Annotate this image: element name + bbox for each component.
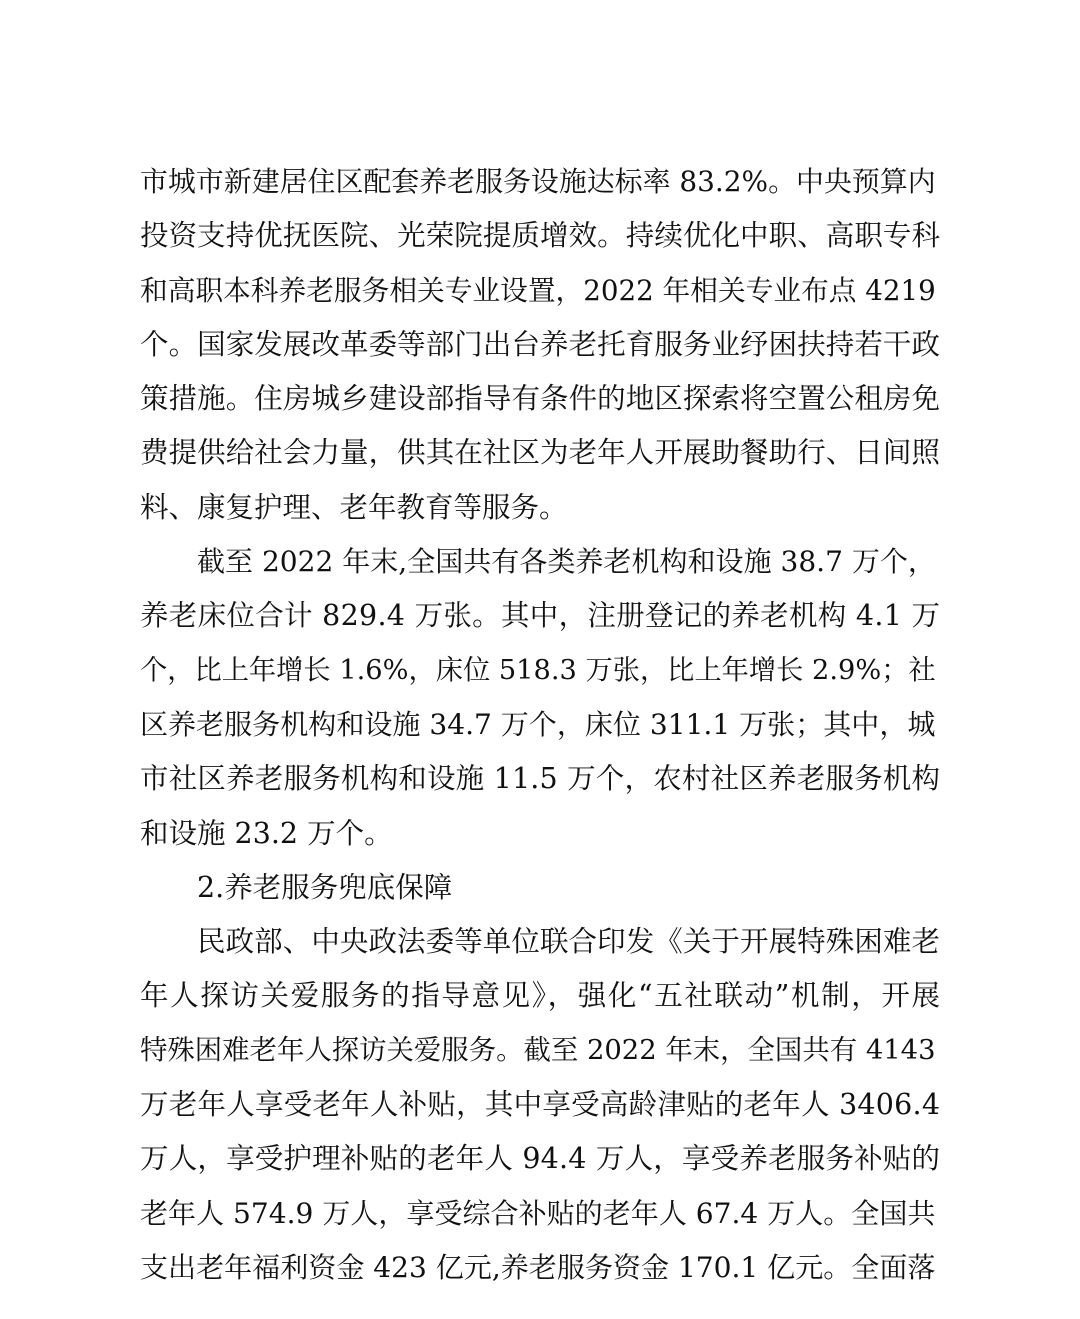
text-line: 市社区养老服务机构和设施 11.5 万个，农村社区养老服务机构	[140, 762, 941, 796]
text-line: 个，比上年增长 1.6%，床位 518.3 万张，比上年增长 2.9%；社	[140, 654, 936, 686]
text-line: 万人，享受护理补贴的老年人 94.4 万人，享受养老服务补贴的	[140, 1142, 941, 1176]
text-line: 费提供给社会力量，供其在社区为老年人开展助餐助行、日间照	[140, 436, 941, 470]
text-line: 策措施。住房城乡建设部指导有条件的地区探索将空置公租房免	[140, 382, 941, 416]
text-line: 和高职本科养老服务相关专业设置，2022 年相关专业布点 4219	[140, 273, 936, 307]
text-line: 市城市新建居住区配套养老服务设施达标率 83.2%。中央预算内	[140, 165, 936, 198]
text-line: 区养老服务机构和设施 34.7 万个，床位 311.1 万张；其中，城	[140, 707, 936, 741]
text-line: 年人探访关爱服务的指导意见》，强化“五社联动”机制，开展	[140, 979, 942, 1013]
text-line: 万老年人享受老年人补贴，其中享受高龄津贴的老年人 3406.4	[140, 1088, 941, 1122]
text-line: 特殊困难老年人探访关爱服务。截至 2022 年末，全国共有 4143	[140, 1034, 936, 1066]
text-line: 支出老年福利资金 423 亿元,养老服务资金 170.1 亿元。全面落	[140, 1250, 936, 1284]
text-line: 和设施 23.2 万个。	[140, 816, 393, 850]
body-text	[140, 155, 940, 1295]
text-line: 截至 2022 年末,全国共有各类养老机构和设施 38.7 万个，	[197, 545, 936, 579]
section-heading: 2.养老服务兜底保障	[197, 870, 453, 904]
text-line: 养老床位合计 829.4 万张。其中，注册登记的养老机构 4.1 万	[140, 599, 941, 633]
text-line: 个。国家发展改革委等部门出台养老托育服务业纾困扶持若干政	[140, 327, 941, 361]
text-line: 料、康复护理、老年教育等服务。	[140, 490, 568, 524]
text-line: 老年人 574.9 万人，享受综合补贴的老年人 67.4 万人。全国共	[140, 1196, 936, 1230]
text-line: 民政部、中央政法委等单位联合印发《关于开展特殊困难老	[197, 925, 941, 959]
text-line: 投资支持优抚医院、光荣院提质增效。持续优化中职、高职专科	[140, 219, 941, 253]
